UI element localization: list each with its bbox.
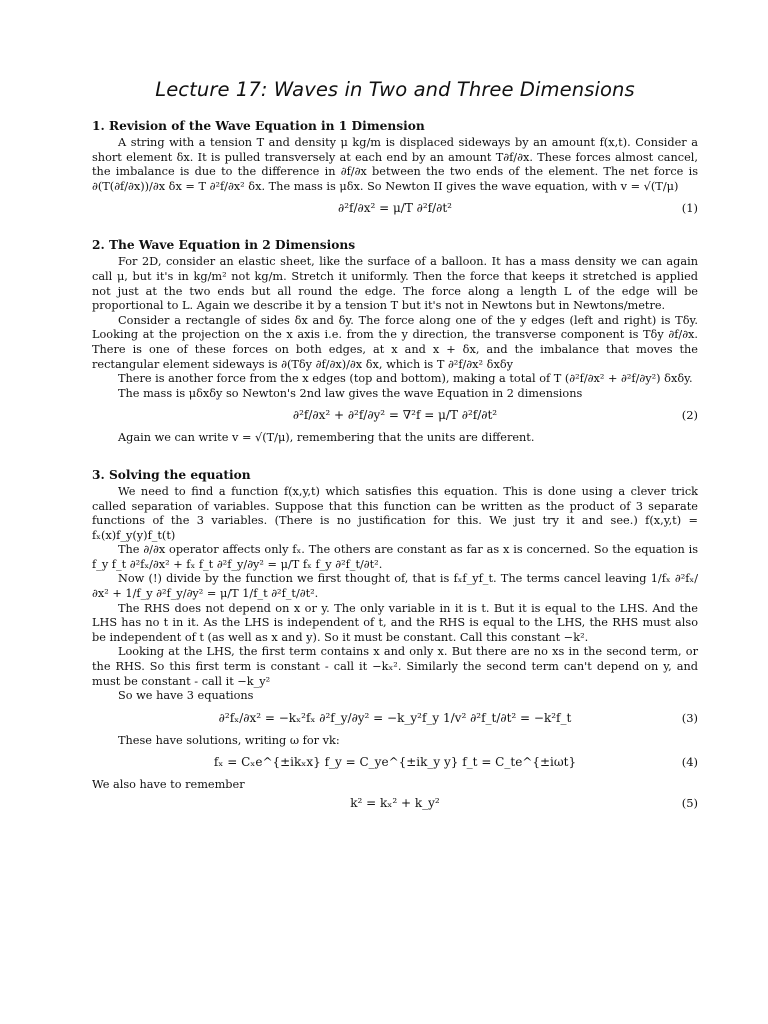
section-3-paragraph-5: Looking at the LHS, the first term contains x and only x. But there are no xs in the second term, or the RHS. So this first term is constant - call it −kₓ². Similarly the second term can't depend on y, and must be constant - call it −k_y² <box>92 645 698 688</box>
section-2-paragraph-5: Again we can write v = √(T/μ), remembering that the units are different. <box>118 431 535 445</box>
section-2-paragraph-3: There is another force from the x edges (top and bottom), making a total of T (∂²f/∂x² + ∂²f/∂y²) δxδy. <box>118 372 693 386</box>
page-title: Lecture 17: Waves in Two and Three Dimensions <box>155 78 635 101</box>
equation-5-number: (5) <box>681 796 698 810</box>
section-3-paragraph-3: Now (!) divide by the function we first thought of, that is fₓf_yf_t. The terms cancel leaving 1/fₓ ∂²fₓ/∂x² + 1/f_y ∂²f_y/∂y² = μ/T 1/f_t ∂²f_t/∂t². <box>92 572 698 601</box>
equation-2 <box>92 407 698 423</box>
equation-4-number: (4) <box>681 755 698 770</box>
section-1-paragraph: A string with a tension T and density μ kg/m is displaced sideways by an amount f(x,t). Consider a short element δx. It is pulled transversely at each end by an amount T∂f/∂x. These forces almost cancel, the imbalance is due to the difference in ∂f/∂x between the two ends of the element. The net force is ∂(T(∂f/∂x))/∂x δx = T ∂²f/∂x² δx. The mass is μδx. So Newton II gives the wave equation, with v = √(T/μ) <box>92 136 698 193</box>
section-2-paragraph-2: Consider a rectangle of sides δx and δy. The force along one of the y edges (left and right) is Tδy. Looking at the projection on the x axis i.e. from the y direction, the transverse component is Tδy ∂f/∂x. There is one of these forces on both edges, at x and x + δx, and the imbalance that moves the rectangular element sideways is ∂(Tδy ∂f/∂x)/∂x δx, which is T ∂²f/∂x² δxδy <box>92 313 698 371</box>
lecture-page <box>92 78 698 819</box>
equation-5-body: k² = kₓ² + k_y² <box>350 796 440 810</box>
section-2-paragraph-1: For 2D, consider an elastic sheet, like the surface of a balloon. It has a mass density we can again call μ, but it's in kg/m² not kg/m. Stretch it uniformly. Then the force that keeps it stretched is applied not just at the two ends but all round the edge. The force along a length L of the edge will be proportional to L. Again we describe it by a tension T but it's not in Newtons but in Newtons/metre. <box>92 255 698 313</box>
equation-4-body: fₓ = Cₓe^{±ikₓx} f_y = C_ye^{±ik_y y} f_t = C_te^{±iωt} <box>213 755 577 770</box>
section-2-paragraph-4: The mass is μδxδy so Newton's 2nd law gives the wave Equation in 2 dimensions <box>118 386 583 400</box>
equation-5 <box>92 795 698 811</box>
equation-1-body: ∂²f/∂x² = μ/T ∂²f/∂t² <box>338 201 452 216</box>
equation-1 <box>92 200 698 216</box>
equation-4 <box>92 754 698 770</box>
equation-2-body: ∂²f/∂x² + ∂²f/∂y² = ∇²f = μ/T ∂²f/∂t² <box>292 408 498 423</box>
equation-2-number: (2) <box>681 408 698 423</box>
section-1-heading: 1. Revision of the Wave Equation in 1 Dimension <box>92 119 425 133</box>
section-3-paragraph-6: So we have 3 equations <box>118 689 254 703</box>
equation-1-number: (1) <box>681 201 698 216</box>
section-3-paragraph-7: These have solutions, writing ω for vk: <box>118 733 340 747</box>
section-3-paragraph-2: The ∂/∂x operator affects only fₓ. The others are constant as far as x is concerned. So the equation is f_y f_t ∂²fₓ/∂x² + fₓ f_t ∂²f_y/∂y² = μ/T fₓ f_y ∂²f_t/∂t². <box>92 543 698 571</box>
section-2-heading: 2. The Wave Equation in 2 Dimensions <box>92 238 356 253</box>
section-3-paragraph-1: We need to find a function f(x,y,t) which satisfies this equation. This is done using a clever trick called separation of variables. Suppose that this function can be written as the product of 3 separate functions of the 3 variables. (There is no justification for this. We just try it and see.) f(x,y,t) = fₓ(x)f_y(y)f_t(t) <box>92 484 698 542</box>
equation-3-number: (3) <box>681 710 698 725</box>
equation-3-body: ∂²fₓ/∂x² = −kₓ²fₓ ∂²f_y/∂y² = −k_y²f_y 1/v² ∂²f_t/∂t² = −k²f_t <box>218 710 572 725</box>
equation-3 <box>92 710 698 726</box>
section-3-heading: 3. Solving the equation <box>92 467 251 482</box>
section-3-paragraph-4: The RHS does not depend on x or y. The only variable in it is t. But it is equal to the LHS. And the LHS has no t in it. As the LHS is independent of t, and the RHS is equal to the LHS, the RHS must also be independent of t (as well as x and y). So it must be constant. Call this constant −k². <box>92 601 698 644</box>
section-3-paragraph-8: We also have to remember <box>92 778 245 792</box>
